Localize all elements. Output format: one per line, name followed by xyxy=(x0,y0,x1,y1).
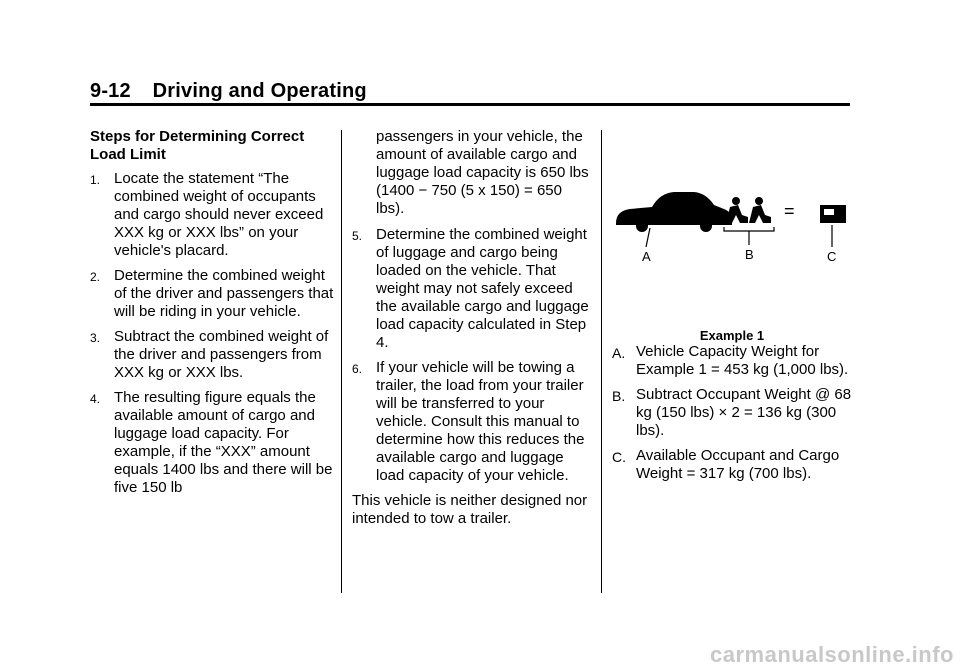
figure-caption: Example 1 xyxy=(699,328,765,343)
column-2 xyxy=(352,128,592,528)
step-number: 6. xyxy=(352,362,363,376)
occupant-bracket xyxy=(724,227,774,231)
step-item xyxy=(90,389,335,497)
cargo-box-icon xyxy=(820,205,846,223)
step-text: Subtract the combined weight of the driver and passengers from XXX kg or XXX lbs. xyxy=(114,328,329,381)
step-item xyxy=(90,267,335,321)
callout-b: B xyxy=(745,247,754,262)
step-item xyxy=(90,170,335,260)
towing-note: This vehicle is neither designed nor intended to tow a trailer. xyxy=(352,492,588,527)
seated-person-icon xyxy=(749,197,771,223)
legend-item xyxy=(612,447,852,483)
legend-item xyxy=(612,386,852,440)
step-text: Determine the combined weight of luggage and cargo being loaded on the vehicle. That weight may not safely exceed the available cargo and luggage load capacity calculated in Step 4. xyxy=(376,226,589,351)
header-rule xyxy=(90,103,850,106)
step-number: 2. xyxy=(90,270,101,284)
legend-letter: A. xyxy=(612,345,626,361)
step-text: Locate the statement “The combined weight of occupants and cargo should never exceed XXX kg or XXX lbs” on your vehicle's placard. xyxy=(114,170,324,259)
step-text: The resulting figure equals the available amount of cargo and luggage load capacity. For example, if the “XXX” amount equals 1400 lbs and there will be five 150 lb xyxy=(114,389,333,496)
step-continuation xyxy=(352,128,592,218)
step-text: If your vehicle will be towing a trailer, the load from your trailer will be transferred to your vehicle. Consult this manual to determine how this reduces the available cargo and luggage load capacity of your vehicle. xyxy=(376,359,585,484)
callout-a: A xyxy=(642,249,651,264)
legend-letter: B. xyxy=(612,388,626,404)
section-title: Driving and Operating xyxy=(152,80,367,102)
equals-sign: = xyxy=(784,201,795,221)
page-number: 9-12 xyxy=(90,80,131,102)
seated-person-icon xyxy=(726,197,748,223)
step-item xyxy=(352,359,592,485)
legend-letter: C. xyxy=(612,449,626,465)
minus-sign: − xyxy=(706,200,717,220)
load-example-figure xyxy=(612,128,852,343)
column-1 xyxy=(90,128,335,504)
step-number: 1. xyxy=(90,173,101,187)
step-item xyxy=(352,226,592,352)
step-number: 5. xyxy=(352,229,363,243)
step-text: passengers in your vehicle, the amount of available cargo and luggage load capacity is 650 lbs (1400 − 750 (5 x 150) = 650 lbs). xyxy=(376,128,589,217)
column-divider-2 xyxy=(601,130,602,593)
callout-a-leader xyxy=(646,228,650,247)
legend-text: Vehicle Capacity Weight for Example 1 = 453 kg (1,000 lbs). xyxy=(636,343,849,378)
column-divider-1 xyxy=(341,130,342,593)
step-number: 4. xyxy=(90,392,101,406)
step-number: 3. xyxy=(90,331,101,345)
column-3 xyxy=(612,128,852,490)
legend-text: Subtract Occupant Weight @ 68 kg (150 lbs) × 2 = 136 kg (300 lbs). xyxy=(636,386,852,439)
step-item xyxy=(90,328,335,382)
legend-item xyxy=(612,343,852,379)
legend-text: Available Occupant and Cargo Weight = 317 kg (700 lbs). xyxy=(636,447,840,482)
callout-c: C xyxy=(827,249,837,264)
step-text: Determine the combined weight of the driver and passengers that will be riding in your vehicle. xyxy=(114,267,334,320)
page-header xyxy=(90,80,367,103)
watermark: carmanualsonline.info xyxy=(710,642,954,667)
load-limit-heading: Steps for Determining Correct Load Limit xyxy=(90,128,305,163)
load-diagram xyxy=(612,183,852,323)
